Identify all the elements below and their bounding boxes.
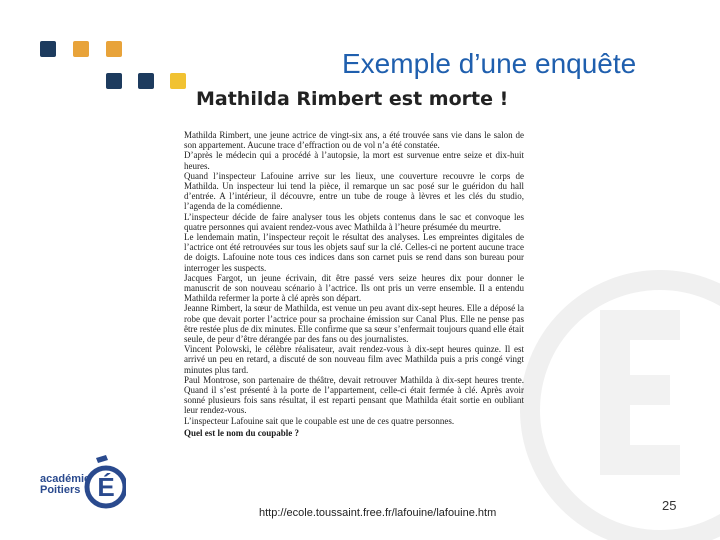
article-paragraph: Jacques Fargot, un jeune écrivain, dit être passé vers seize heures dix pour donner le manuscrit de son nouveau scénario à l’actrice. Ils ont pris un verre ensemble. Il a entendu Mathilda refermer la porte à clé après son départ. xyxy=(184,272,524,304)
decor-square-2 xyxy=(73,41,89,57)
article-headline: Mathilda Rimbert est morte ! xyxy=(196,88,509,110)
logo-line-2: Poitiers xyxy=(40,484,81,496)
article-paragraph: Le lendemain matin, l’inspecteur reçoit le résultat des analyses. Les empreintes digitales de l’actrice ont été retrouvées sur tous les objets sauf sur la clé. Celles-ci ne portent aucune trace de doigts. Lafouine note tous ces indices dans son carnet puis se rend dans son bureau pour interroger les suspects. xyxy=(184,232,524,273)
article-body xyxy=(184,130,524,518)
academie-logo xyxy=(36,452,126,514)
page-number: 25 xyxy=(662,498,677,513)
article-paragraph: L’inspecteur Lafouine sait que le coupable est une de ces quatre personnes. xyxy=(184,415,455,426)
decor-square-4 xyxy=(106,73,122,89)
slide-title: Exemple d’une enquête xyxy=(342,48,637,79)
article-question: Quel est le nom du coupable ? xyxy=(184,427,300,438)
article-paragraph: Mathilda Rimbert, une jeune actrice de vingt-six ans, a été trouvée sans vie dans le salon de son appartement. Aucune trace d’effraction ou de vol n’a été constatée. xyxy=(184,130,524,151)
article-paragraph: Quand l’inspecteur Lafouine arrive sur les lieux, une couverture recouvre le corps de Mathilda. Un inspecteur lui tend la pièce, il remarque un sac posé sur le guéridon du hall d’entrée. A l’intérieur, il découvre, entre un tube de rouge à lèvres et les clés du studio, l’agenda de la comédienne. xyxy=(184,170,524,212)
watermark-e-logo xyxy=(520,240,720,540)
decor-square-5 xyxy=(138,73,154,89)
article-paragraph: Vincent Polowski, le célèbre réalisateur, avait rendez-vous à dix-sept heures quinze. Il est arrivé un peu en retard, a discuté de son nouveau film avec Mathilda puis a pris congé vingt minutes plus tard. xyxy=(184,344,524,375)
article-paragraph: Jeanne Rimbert, la sœur de Mathilda, est venue un peu avant dix-sept heures. Elle a déposé la robe que devait porter l’actrice pour sa prochaine émission sur Canal Plus. Elle ne pense pas être restée plus de dix minutes. Elle confirme que sa sœur s’enfermait toujours quand elle était seule, de peur d’être dérangée par des fans ou des journalistes. xyxy=(184,303,524,345)
decor-square-1 xyxy=(40,41,56,57)
article-paragraph: D’après le médecin qui a procédé à l’autopsie, la mort est survenue entre seize et dix-huit heures. xyxy=(184,150,524,171)
logo-letter: É xyxy=(97,472,115,502)
article-paragraph: L’inspecteur décide de faire analyser tous les objets contenus dans le sac et convoque les quatre personnes qui avaient rendez-vous avec Mathilda à l’heure présumée du meurtre. xyxy=(184,211,524,232)
source-url[interactable]: http://ecole.toussaint.free.fr/lafouine/lafouine.htm xyxy=(259,507,497,519)
decor-square-6 xyxy=(170,73,186,89)
decor-square-3 xyxy=(106,41,122,57)
logo-line-1: académie xyxy=(40,473,91,485)
article-paragraph: Paul Montrose, son partenaire de théâtre, devait retrouver Mathilda à dix-sept heures trente. Quand il s’est présenté à la porte de l’appartement, celle-ci était fermée à clé. Après avoir sonné plusieurs fois sans résultat, il est reparti pensant que Mathilda était sortie en oubliant leur rendez-vous. xyxy=(184,374,524,416)
logo-e-emblem xyxy=(80,454,126,512)
